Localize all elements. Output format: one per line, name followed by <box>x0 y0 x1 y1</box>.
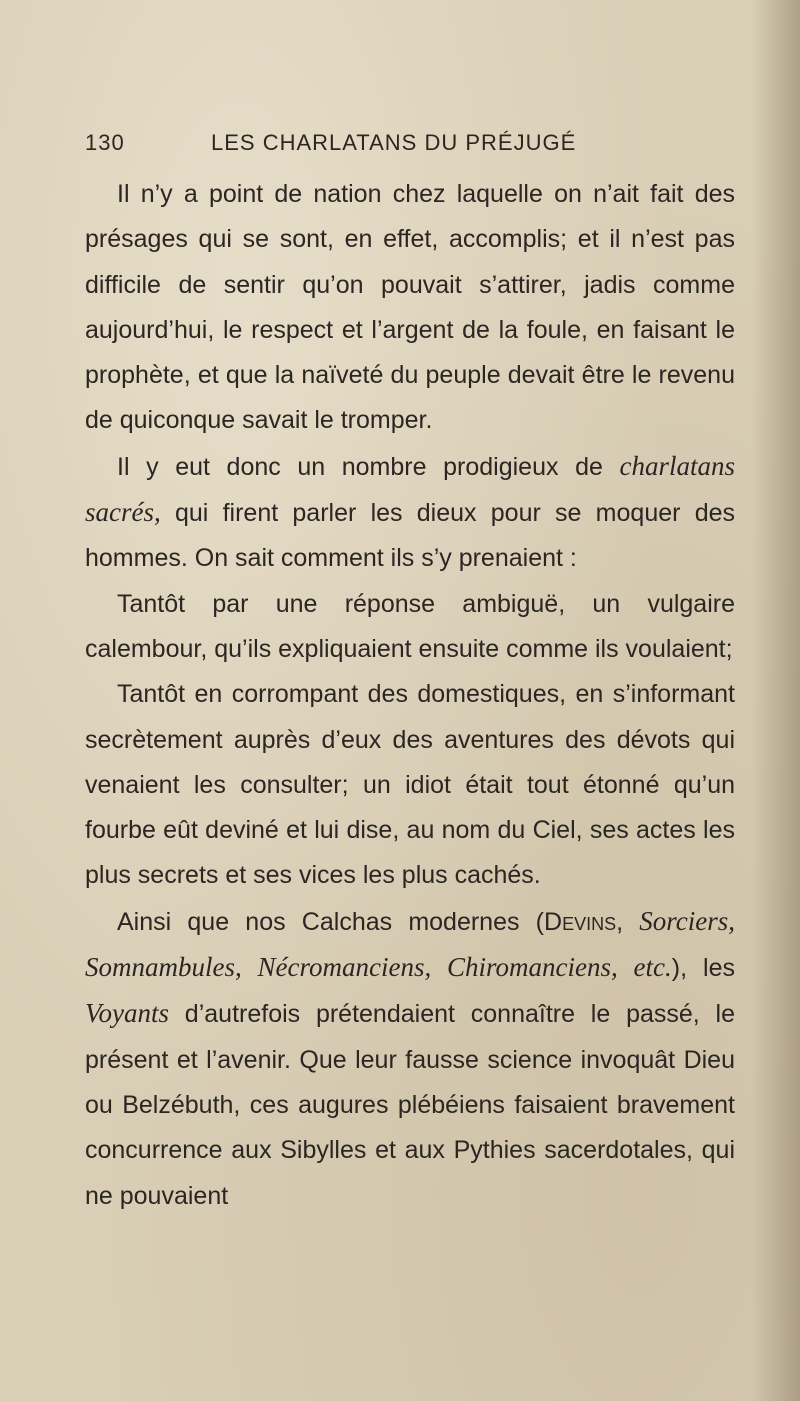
paragraph-2 <box>85 444 735 582</box>
paragraph-3: Tantôt par une réponse ambiguë, un vulgaire calembour, qu’ils expliquaient ensuite comme ils voulaient; <box>85 589 735 663</box>
paragraph-1: Il n’y a point de nation chez laquelle on n’ait fait des présages qui se sont, en effet, accomplis; et il n’est pas difficile de sentir qu’on pouvait s’attirer, jadis comme aujourd’hui, le respect et l’argent de la foule, en faisant le prophète, et que la naïveté du peuple devait être le revenu de quiconque savait le tromper. <box>85 180 735 435</box>
paragraph-5-italic-1: Sorciers, Somnambules, Nécromanciens, Chiromanciens, etc. <box>85 905 735 983</box>
running-head: LES CHARLATANS DU PRÉJUGÉ <box>211 130 577 155</box>
page-header <box>85 130 735 160</box>
paragraph-5 <box>85 899 735 1219</box>
paragraph-4: Tantôt en corrompant des domestiques, en s’informant secrètement auprès d’eux des aventures des dévots qui venaient les consulter; un idiot était tout étonné qu’un fourbe eût deviné et lui dise, au nom du Ciel, ses actes les plus secrets et ses vices les plus cachés. <box>85 680 735 890</box>
paragraph-2-italic: charlatans sacrés, <box>85 450 735 528</box>
paragraph-2-text-a: Il y eut donc un nombre prodigieux de <box>117 452 620 481</box>
paragraph-5-text-b: , <box>616 907 640 936</box>
page-number: 130 <box>85 130 125 155</box>
body-text <box>85 172 735 1219</box>
paragraph-5-italic-2: Voyants <box>85 998 169 1029</box>
paragraph-2-text-b: qui firent parler les dieux pour se moquer des hommes. On sait comment ils s’y prenaient : <box>85 499 735 573</box>
paragraph-5-smallcaps: Devins <box>544 907 617 936</box>
paragraph-5-text-c: ), les <box>671 954 735 983</box>
paragraph-5-text-d: d’autrefois prétendaient connaître le passé, le présent et l’avenir. Que leur fausse science invoquât Dieu ou Belzébuth, ces augures plébéiens faisaient bravement concurrence aux Sibylles et aux Pythies sacerdotales, qui ne pouvaient <box>85 1000 735 1210</box>
paragraph-5-text-a: Ainsi que nos Calchas modernes ( <box>117 907 545 936</box>
